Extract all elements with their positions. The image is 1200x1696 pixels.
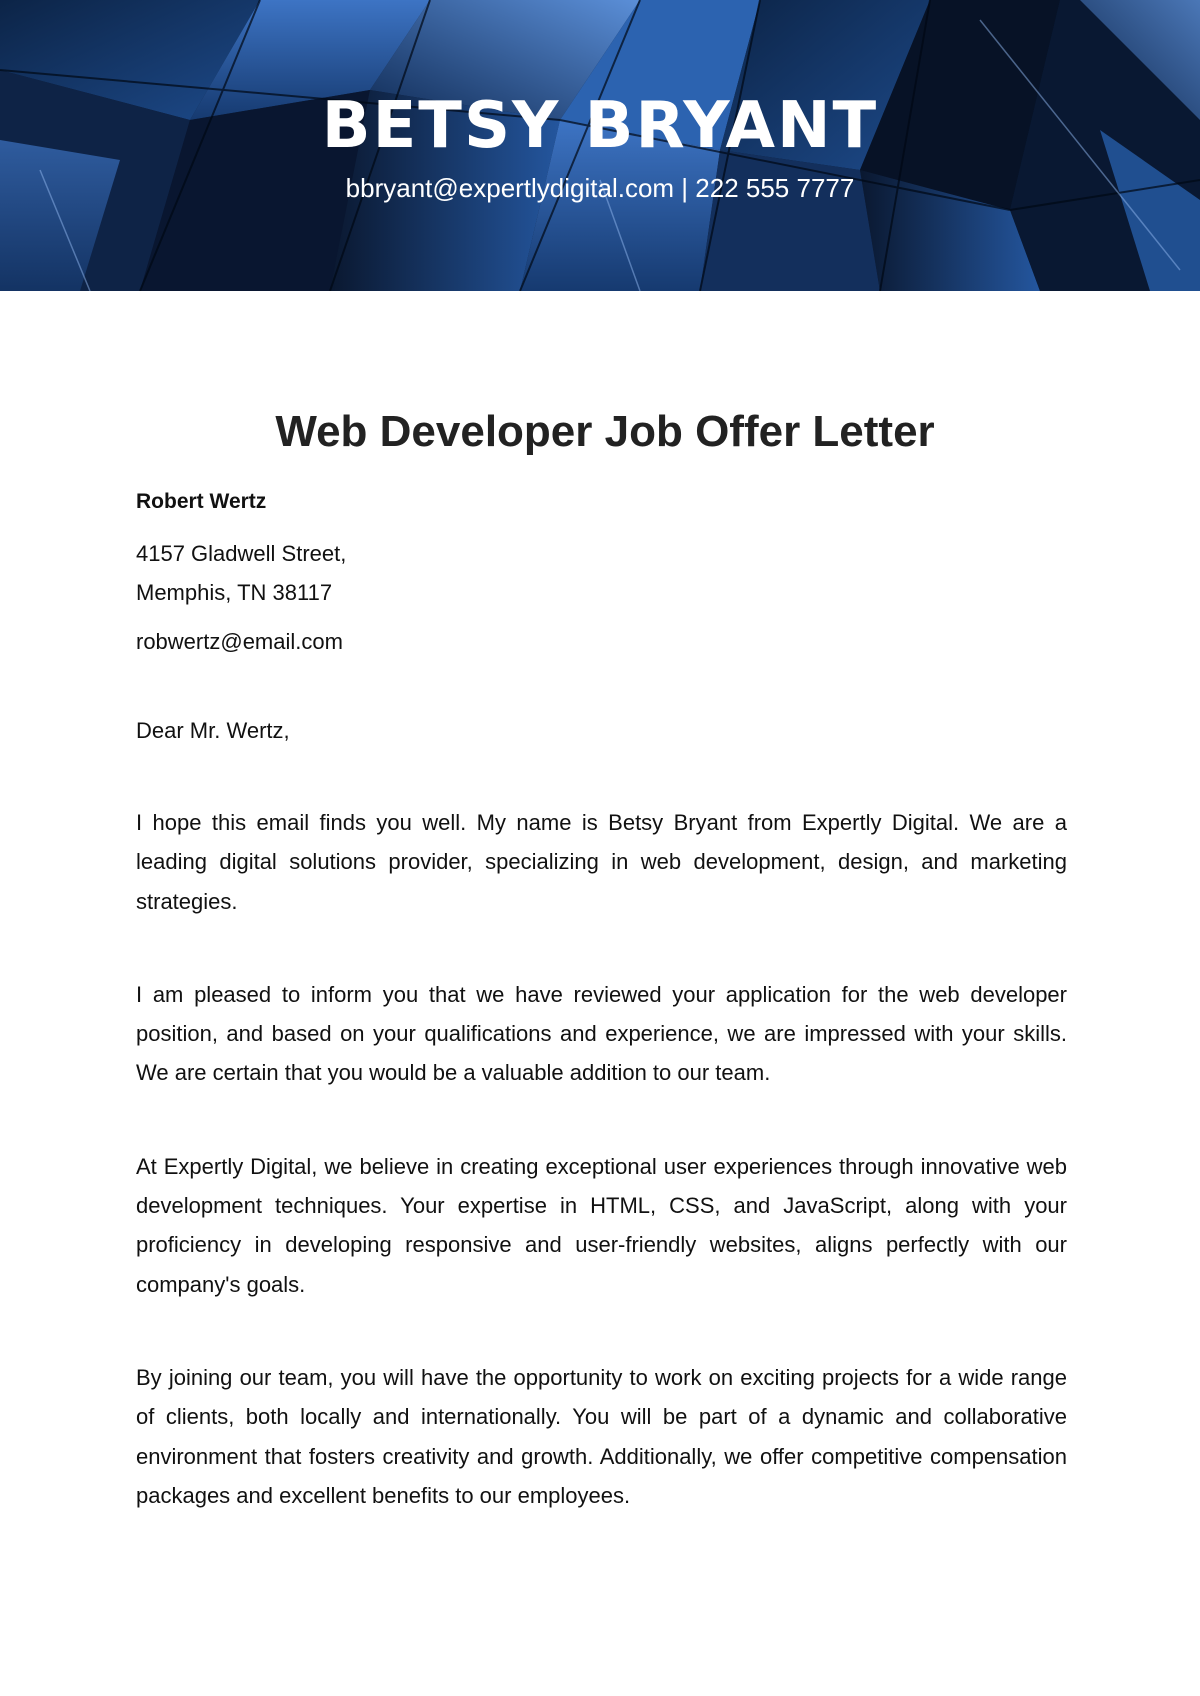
paragraph: At Expertly Digital, we believe in creating exceptional user experiences through innovative web development techniques. Your expertise in HTML, CSS, and JavaScript, along with your proficiency in developing responsive and user-friendly websites, aligns perfectly with our company's goals. [136,1153,1067,1297]
paragraph: I hope this email finds you well. My name is Betsy Bryant from Expertly Digital. We are a leading digital solutions provider, specializing in web development, design, and marketing strategies. [136,810,1067,914]
recipient-address [136,534,1067,612]
letter-body [136,484,1067,1515]
address-line-2: Memphis, TN 38117 [136,580,333,605]
recipient-name: Robert Wertz [136,490,267,513]
paragraph: I am pleased to inform you that we have reviewed your application for the web developer position, and based on your qualifications and experience, we are impressed with your skills. We are certain that you would be a valuable addition to our team. [136,981,1067,1086]
address-line-1: 4157 Gladwell Street, [136,541,347,566]
sender-contact: bbryant@expertlydigital.com | 222 555 7777 [345,173,855,203]
paragraph: By joining our team, you will have the opportunity to work on exciting projects for a wide range of clients, both locally and internationally. You will be part of a dynamic and collaborative environment that fosters creativity and growth. Additionally, we offer competitive compensation packages and excellent benefits to our employees. [136,1364,1067,1508]
recipient-email: robwertz@email.com [136,629,343,654]
letterhead-banner [0,0,1200,291]
document-title: Web Developer Job Offer Letter [275,407,935,456]
salutation: Dear Mr. Wertz, [136,718,290,743]
sender-name: BETSY BRYANT [321,89,879,163]
